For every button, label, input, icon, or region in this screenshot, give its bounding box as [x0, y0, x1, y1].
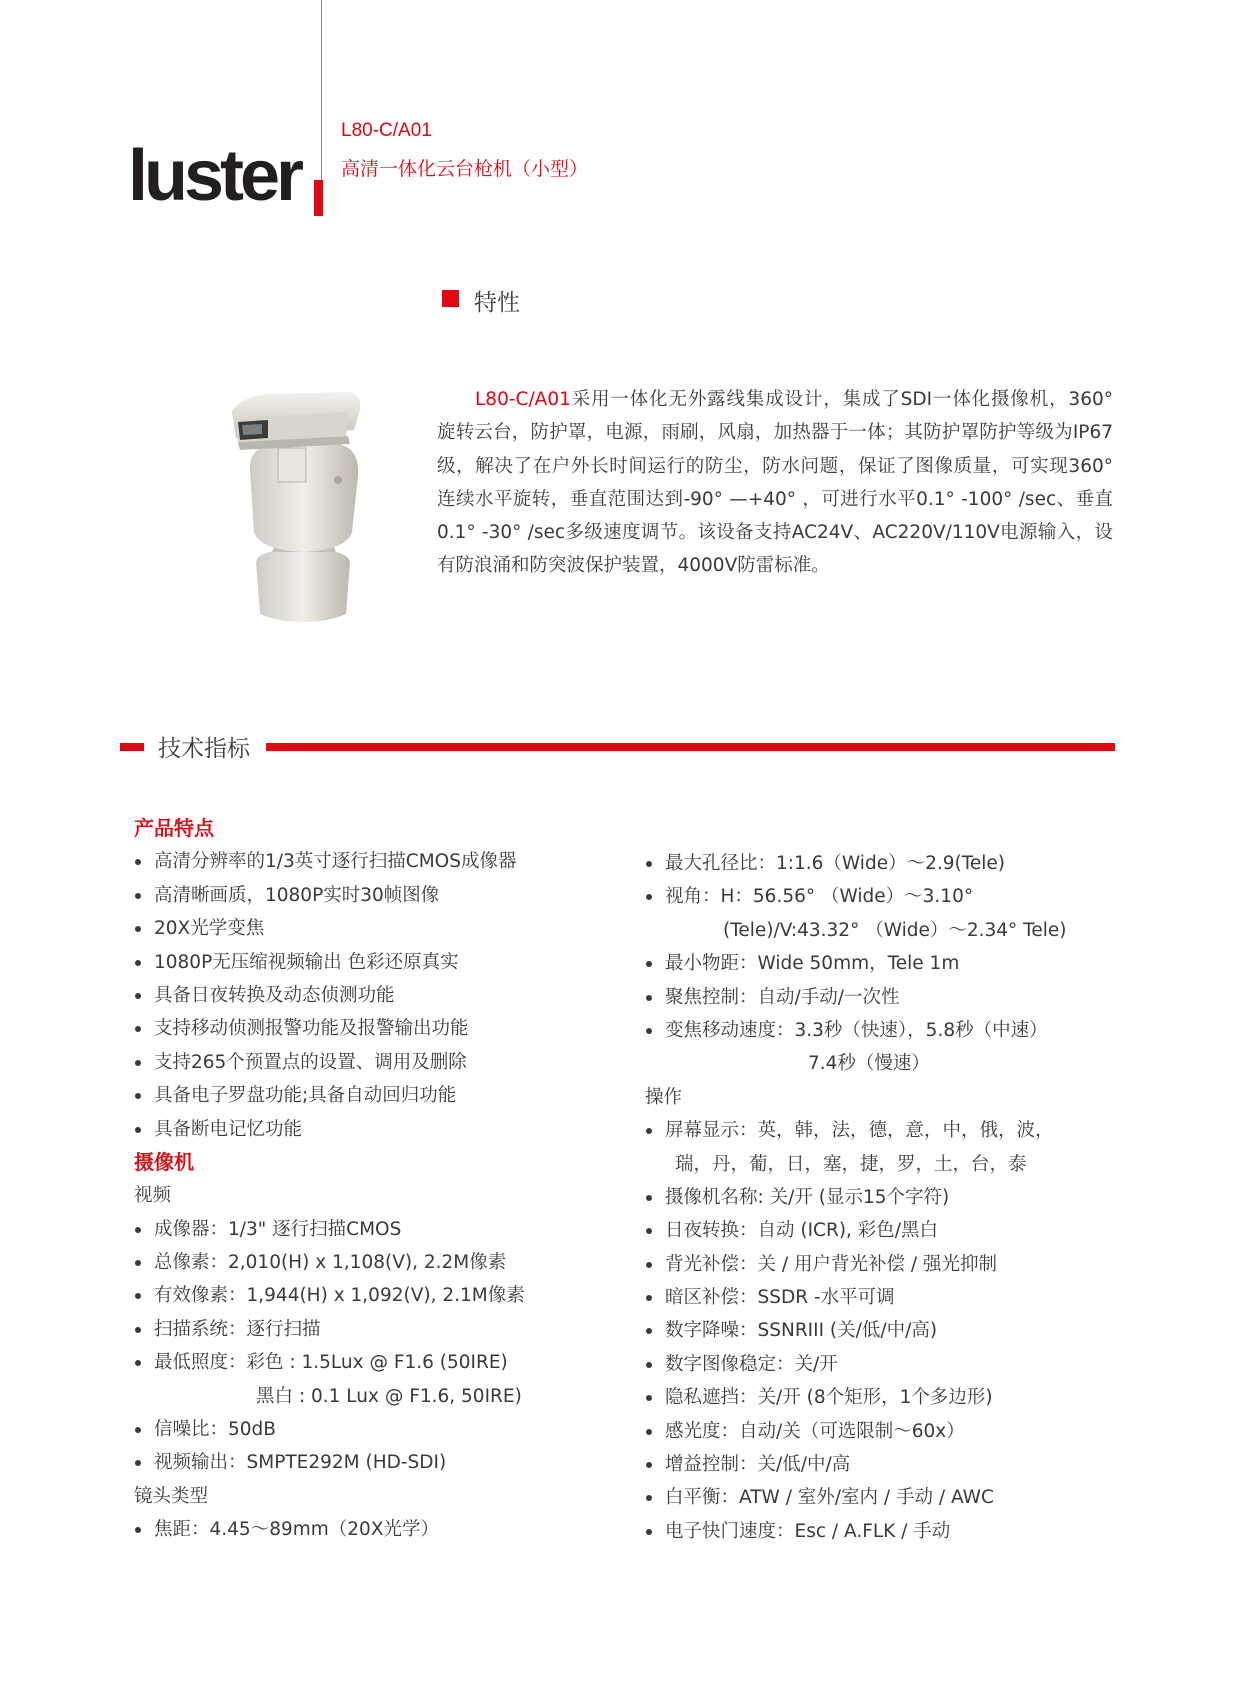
- spec-bullet-item: 感光度：自动/关（可选限制～60x）: [645, 1415, 1115, 1448]
- spec-bullet-item: 视频输出：SMPTE292M (HD-SDI): [134, 1446, 624, 1479]
- spec-column-right: [645, 847, 1115, 1548]
- spec-bullet-item: 高清晰画质，1080P实时30帧图像: [134, 879, 624, 912]
- spec-bullet-item: 日夜转换：自动 (ICR), 彩色/黑白: [645, 1214, 1115, 1247]
- brand-logo-accent-bar: [314, 180, 323, 216]
- features-title: 特性: [474, 290, 520, 316]
- spec-bullet-item: 支持265个预置点的设置、调用及删除: [134, 1046, 624, 1079]
- features-intro: [437, 383, 1113, 583]
- section-marker-icon: [442, 290, 459, 307]
- spec-subheading: 镜头类型: [134, 1485, 209, 1507]
- intro-body: 采用一体化无外露线集成设计，集成了SDI一体化摄像机，360° 旋转云台，防护罩，电源，雨刷，风扇，加热器于一体；其防护罩防护等级为IP67级，解决了在户外长时间运行的防尘，防水问题，保证了图像质量，可实现360° 连续水平旋转，垂直范围达到-90° —+40° ，可进行水平0.1° -100° /sec、垂直0.1° -30° /sec多级速度调节。该设备支持AC24V、AC220V/110V电源输入，设有防浪涌和防突波保护装置，4000V防雷标准。: [437, 389, 1113, 577]
- spec-bullet-item: 屏幕显示：英，韩，法，德，意，中，俄，波，: [645, 1114, 1115, 1147]
- spec-bullet-item: 最低照度：彩色 : 1.5Lux @ F1.6 (50IRE): [134, 1346, 624, 1379]
- tech-specs-heading: [120, 730, 1115, 764]
- spec-bullet-item: 数字降噪：SSNRIII (关/低/中/高): [645, 1314, 1115, 1347]
- spec-group-heading: 产品特点: [134, 816, 214, 840]
- heading-rule-left: [120, 743, 144, 751]
- product-model: L80-C/A01: [341, 120, 432, 141]
- spec-bullet-item: 背光补偿：关 / 用户背光补偿 / 强光抑制: [645, 1248, 1115, 1281]
- spec-bullet-item: 高清分辨率的1/3英寸逐行扫描CMOS成像器: [134, 845, 624, 878]
- spec-continuation-line: 7.4秒（慢速）: [808, 1053, 930, 1075]
- spec-bullet-item: 具备断电记忆功能: [134, 1113, 624, 1146]
- spec-bullet-item: 聚焦控制：自动/手动/一次性: [645, 981, 1115, 1014]
- spec-bullet-item: 隐私遮挡：关/开 (8个矩形，1个多边形): [645, 1381, 1115, 1414]
- spec-bullet-item: 最小物距：Wide 50mm，Tele 1m: [645, 947, 1115, 980]
- spec-bullet-item: 具备日夜转换及动态侦测功能: [134, 979, 624, 1012]
- spec-bullet-item: 变焦移动速度：3.3秒（快速），5.8秒（中速）: [645, 1014, 1115, 1047]
- spec-subheading: 视频: [134, 1185, 172, 1207]
- ptz-camera-image: [228, 392, 378, 622]
- spec-bullet-item: 20X光学变焦: [134, 912, 624, 945]
- spec-bullet-item: 焦距：4.45～89mm（20X光学）: [134, 1513, 624, 1546]
- spec-column-left: [134, 812, 624, 1547]
- spec-bullet-item: 增益控制：关/低/中/高: [645, 1448, 1115, 1481]
- spec-bullet-item: 有效像素：1,944(H) x 1,092(V), 2.1M像素: [134, 1279, 624, 1312]
- spec-bullet-item: 暗区补偿：SSDR -水平可调: [645, 1281, 1115, 1314]
- spec-bullet-item: 成像器：1/3" 逐行扫描CMOS: [134, 1213, 624, 1246]
- spec-continuation-line: 黑白 : 0.1 Lux @ F1.6, 50IRE): [256, 1385, 522, 1407]
- header-vertical-rule: [321, 0, 322, 200]
- spec-bullet-item: 电子快门速度：Esc / A.FLK / 手动: [645, 1515, 1115, 1548]
- heading-rule-right: [266, 743, 1115, 751]
- spec-continuation-line: (Tele)/V:43.32° （Wide）～2.34° Tele): [723, 919, 1067, 941]
- spec-bullet-item: 具备电子罗盘功能;具备自动回归功能: [134, 1079, 624, 1112]
- spec-continuation-line: 瑞，丹，葡，日，塞，捷，罗，土，台，泰: [675, 1153, 1027, 1175]
- product-name: 高清一体化云台枪机（小型）: [341, 158, 589, 180]
- spec-subheading: 操作: [645, 1086, 683, 1108]
- spec-bullet-item: 扫描系统：逐行扫描: [134, 1313, 624, 1346]
- spec-group-heading: 摄像机: [134, 1149, 194, 1174]
- intro-model-highlight: L80-C/A01: [475, 389, 571, 410]
- brand-logo-text: luster: [128, 136, 301, 216]
- spec-bullet-item: 最大孔径比：1:1.6（Wide）～2.9(Tele): [645, 847, 1115, 880]
- spec-bullet-item: 信噪比：50dB: [134, 1413, 624, 1446]
- spec-bullet-item: 白平衡：ATW / 室外/室内 / 手动 / AWC: [645, 1481, 1115, 1514]
- spec-bullet-item: 数字图像稳定：关/开: [645, 1348, 1115, 1381]
- spec-bullet-item: 总像素：2,010(H) x 1,108(V), 2.2M像素: [134, 1246, 624, 1279]
- spec-bullet-item: 支持移动侦测报警功能及报警输出功能: [134, 1012, 624, 1045]
- tech-specs-title: 技术指标: [158, 736, 250, 762]
- spec-bullet-item: 视角：H：56.56° （Wide）～3.10°: [645, 880, 1115, 913]
- spec-bullet-item: 1080P无压缩视频输出 色彩还原真实: [134, 946, 624, 979]
- spec-bullet-item: 摄像机名称: 关/开 (显示15个字符): [645, 1181, 1115, 1214]
